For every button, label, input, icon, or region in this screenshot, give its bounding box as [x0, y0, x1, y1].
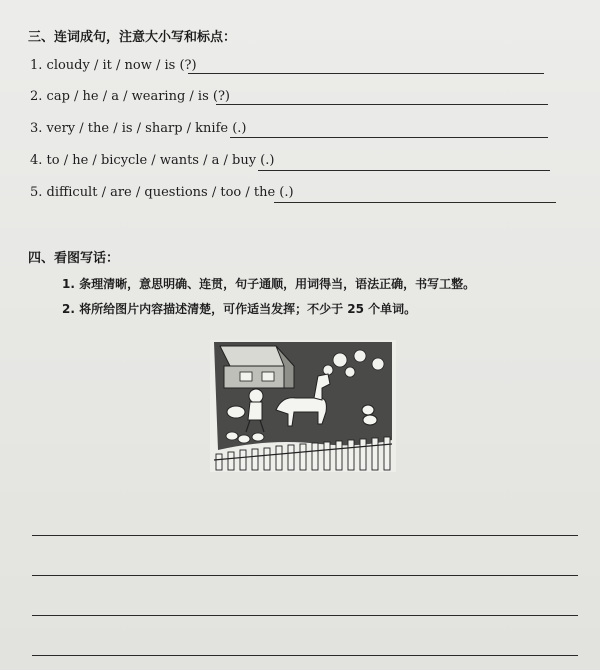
instruction-1: 1. 条理清晰，意思明确、连贯，句子通顺，用词得当，语法正确，书写工整。	[62, 277, 476, 291]
question-2: 2. cap / he / a / wearing / is (?)	[30, 89, 230, 104]
writing-line-2[interactable]	[32, 575, 578, 576]
question-4: 4. to / he / bicycle / wants / a / buy (.)	[30, 153, 275, 168]
question-3: 3. very / the / is / sharp / knife (.)	[30, 121, 247, 136]
question-5: 5. difficult / are / questions / too / the (.)	[30, 185, 294, 200]
instruction-2: 2. 将所给图片内容描述清楚，可作适当发挥；不少于 25 个单词。	[62, 302, 417, 316]
answer-line-5[interactable]	[274, 202, 556, 203]
answer-line-4[interactable]	[258, 170, 550, 171]
section3-title: 三、连词成句，注意大小写和标点：	[28, 30, 237, 45]
writing-line-3[interactable]	[32, 615, 578, 616]
answer-line-2[interactable]	[216, 104, 548, 105]
answer-line-1[interactable]	[188, 73, 544, 74]
question-1: 1. cloudy / it / now / is (?)	[30, 58, 197, 73]
writing-line-4[interactable]	[32, 655, 578, 656]
farm-scene-picture	[210, 340, 396, 472]
section4-title: 四、看图写话：	[28, 251, 120, 266]
answer-line-3[interactable]	[230, 137, 548, 138]
writing-line-1[interactable]	[32, 535, 578, 536]
